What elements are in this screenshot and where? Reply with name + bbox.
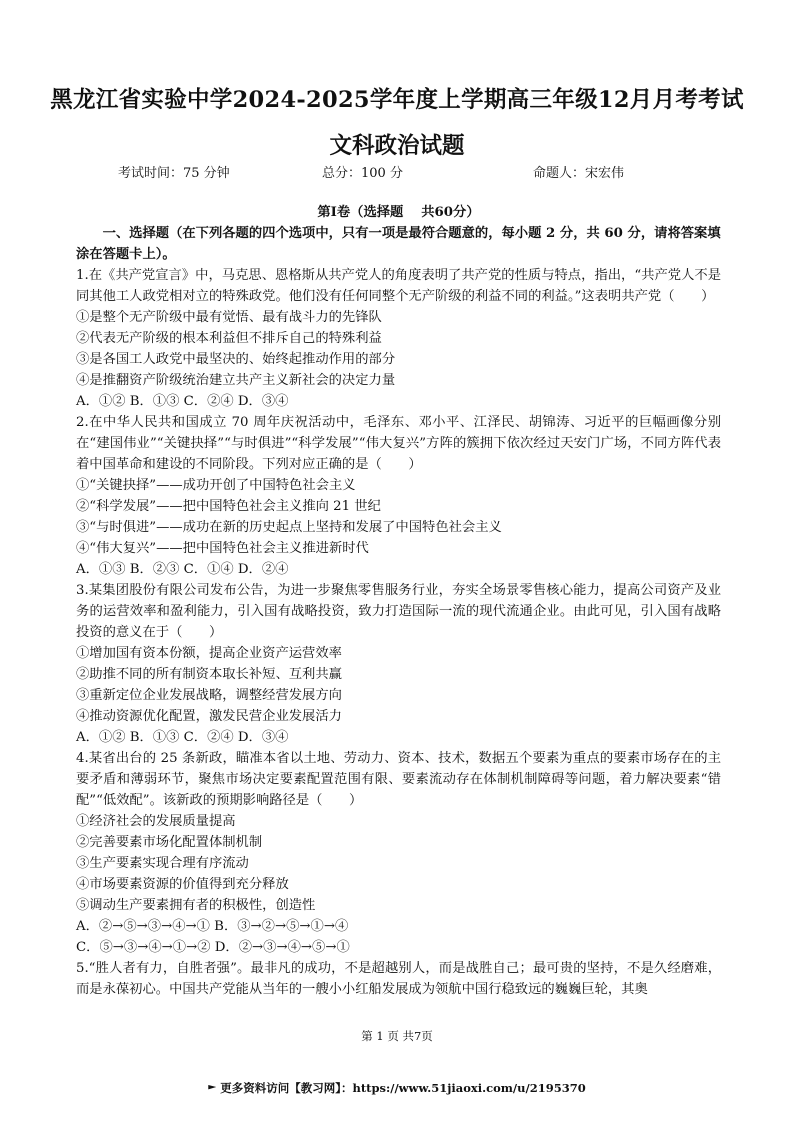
question-5 [76,958,721,1000]
question-option: ③重新定位企业发展战略，调整经营发展方向 [76,688,342,703]
question-2 [76,412,721,580]
question-stem: 3.某集团股份有限公司发布公告，为进一步聚焦零售服务行业，夯实全场景零售核心能力，提高公司资产及业务的运营效率和盈利能力，引入国有战略投资，致力打造国际一流的现代流通企业。由此可见，引入国有战略投资的意义在于（ ） [76,583,721,640]
question-1 [76,265,721,412]
answer-choices: A．②→⑤→③→④→① B．③→②→⑤→①→④ [76,919,349,934]
question-stem: 5.“胜人者有力，自胜者强”。最非凡的成功，不是超越别人，而是战胜自己；最可贵的坚持，不是久经磨难，而是永葆初心。中国共产党能从当年的一艘小小红船发展成为领航中国行稳致远的巍巍巨轮，其奥 [76,961,721,997]
question-option: ②完善要素市场化配置体制机制 [76,835,263,850]
question-option: ④市场要素资源的价值得到充分释放 [76,877,289,892]
question-option: ④是推翻资产阶级统治建立共产主义新社会的决定力量 [76,373,396,388]
resource-link[interactable]: 更多资料访问【教习网】：https://www.51jiaoxi.com/u/2195370 [220,1081,586,1095]
question-stem: 2.在中华人民共和国成立 70 周年庆祝活动中，毛泽东、邓小平、江泽民、胡锦涛、习近平的巨幅画像分别在“建国伟业”“关键抉择”“与时俱进”“科学发展”“伟大复兴”方阵的簇拥下依次经过天安门广场，不同方阵代表着中国革命和建设的不同阶段。下列对应正确的是（ ） [76,415,721,472]
footer-link-row[interactable] [0,1080,794,1096]
exam-body [76,202,721,1000]
question-option: ①增加国有资本份额，提高企业资产运营效率 [76,646,342,661]
answer-choices: A．①② B．①③ C．②④ D．③④ [76,730,289,745]
question-option: ③“与时俱进”——成功在新的历史起点上坚持和发展了中国特色社会主义 [76,520,502,535]
answer-choices: A．①③ B．②③ C．①④ D．②④ [76,562,289,577]
answer-choices: A．①② B．①③ C．②④ D．③④ [76,394,289,409]
question-option: ④“伟大复兴”——把中国特色社会主义推进新时代 [76,541,369,556]
question-option: ③是各国工人政党中最坚决的、始终起推动作用的部分 [76,352,396,367]
answer-choices: C．⑤→③→④→①→② D．②→③→④→⑤→① [76,940,350,955]
exam-time: 考试时间：75 分钟 [118,166,230,181]
section-instructions: 一、选择题（在下列各题的四个选项中，只有一项是最符合题意的，每小题 2 分，共 60 分，请将答案填涂在答题卡上）。 [76,226,721,262]
question-option: ②代表无产阶级的根本利益但不排斥自己的特殊利益 [76,331,382,346]
question-3 [76,580,721,748]
page-title: 黑龙江省实验中学2024-2025学年度上学期高三年级12月月考考试 [50,87,744,113]
flag-icon [208,1085,216,1093]
question-option: ①“关键抉择”——成功开创了中国特色社会主义 [76,478,356,493]
question-option: ②“科学发展”——把中国特色社会主义推向 21 世纪 [76,499,381,514]
question-option: ③生产要素实现合理有序流动 [76,856,249,871]
question-4 [76,748,721,958]
page-number: 第 1 页 共7页 [361,1029,433,1043]
question-stem: 4.某省出台的 25 条新政，瞄准本省以土地、劳动力、资本、技术，数据五个要素为重点的要素市场存在的主要矛盾和薄弱环节，聚焦市场决定要素配置范围有限、要素流动存在体制机制障碍等问题，着力解决要素“错配”“低效配”。该新政的预期影响路径是（ ） [76,751,721,808]
question-option: ⑤调动生产要素拥有者的积极性，创造性 [76,898,316,913]
question-option: ①是整个无产阶级中最有觉悟、最有战斗力的先锋队 [76,310,382,325]
question-option: ①经济社会的发展质量提高 [76,814,236,829]
author: 命题人：宋宏伟 [533,166,625,181]
question-option: ④推动资源优化配置，激发民营企业发展活力 [76,709,342,724]
part-title: 第Ⅰ卷（选择题 共60分） [317,205,480,220]
question-option: ②助推不同的所有制资本取长补短、互利共赢 [76,667,342,682]
page-subtitle: 文科政治试题 [329,133,465,159]
total-score: 总分：100 分 [322,166,403,181]
question-stem: 1.在《共产党宣言》中，马克思、恩格斯从共产党人的角度表明了共产党的性质与特点，指出，“共产党人不是同其他工人政党相对立的特殊政党。他们没有任何同整个无产阶级的利益不同的利益。”这表明共产党（ ） [76,268,721,304]
